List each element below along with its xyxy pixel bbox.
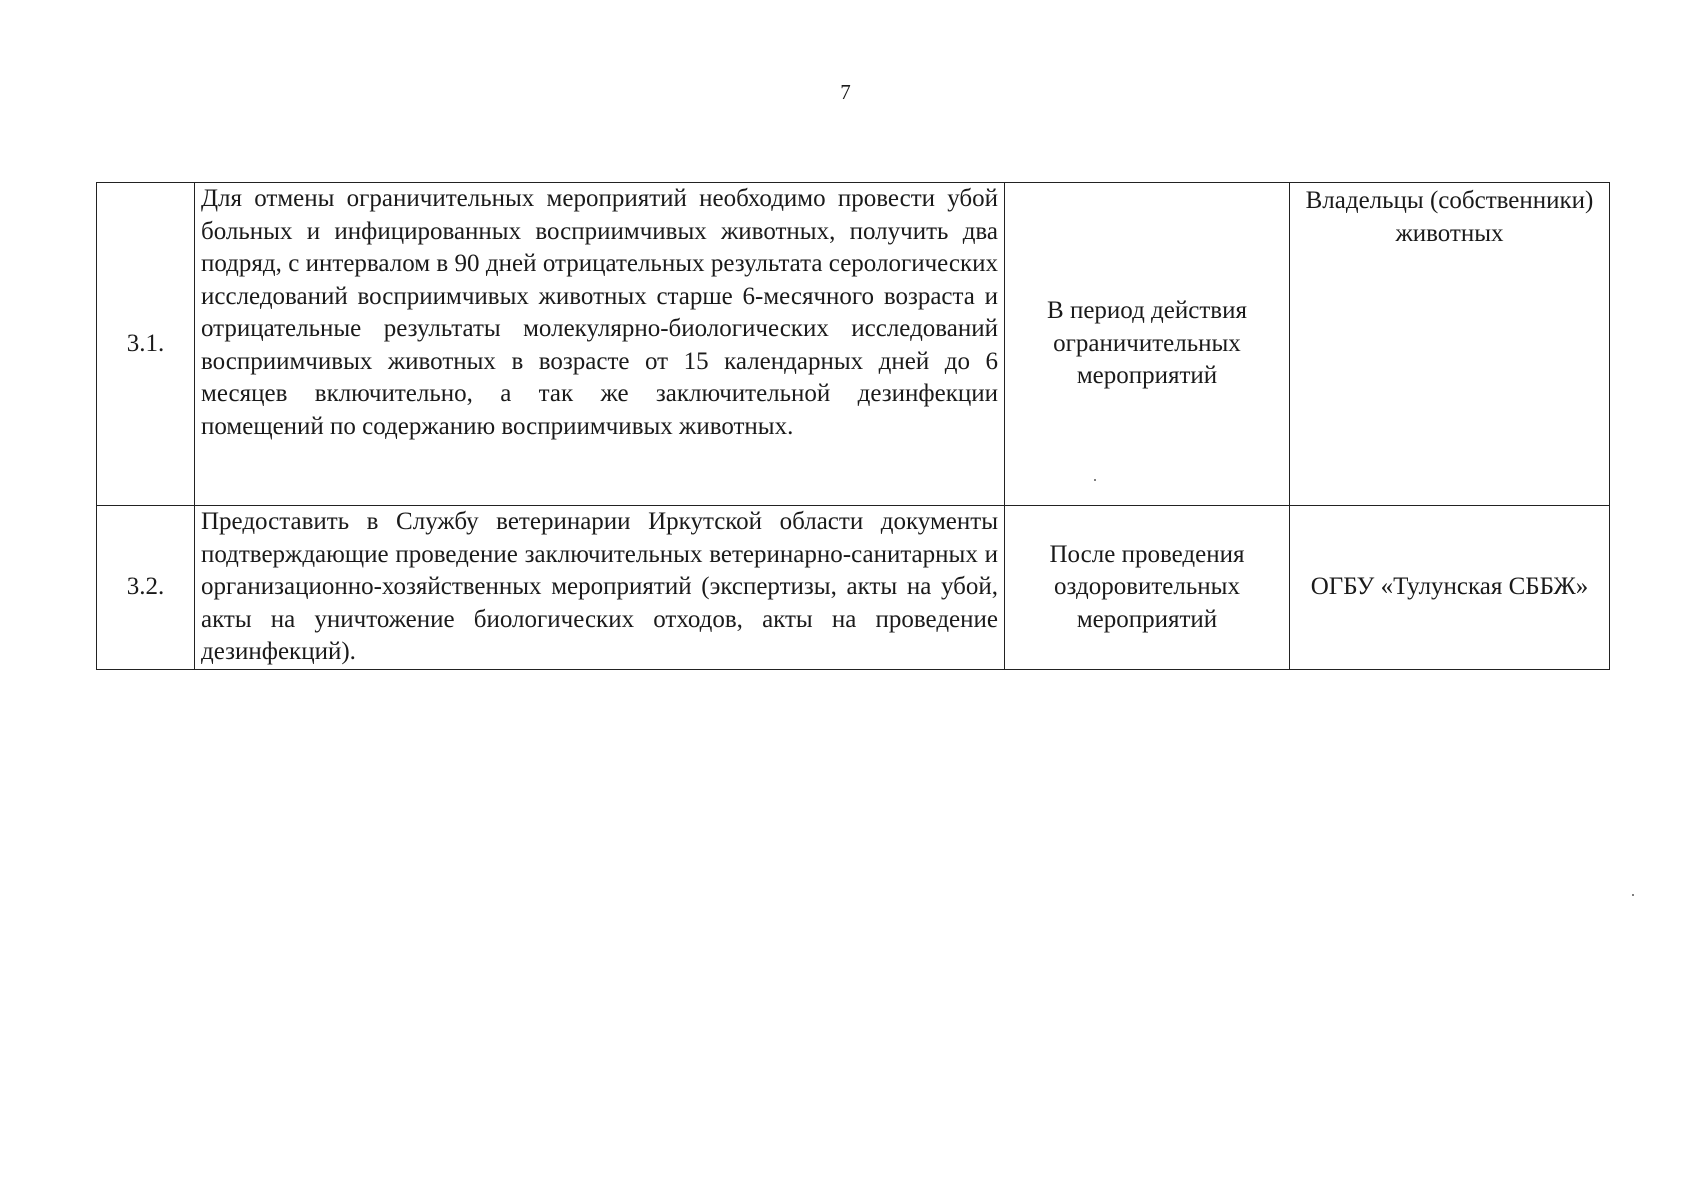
action-text: Предоставить в Службу ветеринарии Иркутской области документы подтверждающие проведение заключительных ветеринарно-санитарных и организационно-хозяйственных мероприятий (экспертизы, акты на убой, акты на уничтожение биологических отходов, акты на проведение дезинфекций). xyxy=(201,508,998,665)
term-cell xyxy=(1005,183,1290,506)
row-number: 3.2. xyxy=(97,506,195,670)
responsible-cell xyxy=(1290,506,1610,670)
action-cell xyxy=(195,506,1005,670)
responsible-text: ОГБУ «Тулунская СББЖ» xyxy=(1310,573,1589,600)
action-cell xyxy=(195,183,1005,506)
term-cell xyxy=(1005,506,1290,670)
table-row xyxy=(97,506,1610,670)
row-number: 3.1. xyxy=(97,183,195,506)
term-text: В период действия ограничительных мероприятий xyxy=(1047,297,1247,390)
action-text: Для отмены ограничительных мероприятий необходимо провести убой больных и инфицированных восприимчивых животных, получить два подряд, с интервалом в 90 дней отрицательных результата серологических исследований восприимчивых животных старше 6-месячного возраста и отрицательные результаты молекулярно-биологических исследований восприимчивых животных в возрасте от 15 календарных дней до 6 месяцев включительно, а так же заключительной дезинфекции помещений по содержанию восприимчивых животных. xyxy=(201,185,998,440)
responsible-cell xyxy=(1290,183,1610,506)
term-text: После проведения оздоровительных мероприятий xyxy=(1049,540,1245,633)
scan-speck xyxy=(1094,479,1096,481)
responsible-text: Владельцы (собственники) животных xyxy=(1305,187,1594,247)
measures-table xyxy=(96,182,1610,670)
scan-speck xyxy=(1632,894,1634,896)
page-number: 7 xyxy=(840,80,851,104)
table-row xyxy=(97,183,1610,506)
